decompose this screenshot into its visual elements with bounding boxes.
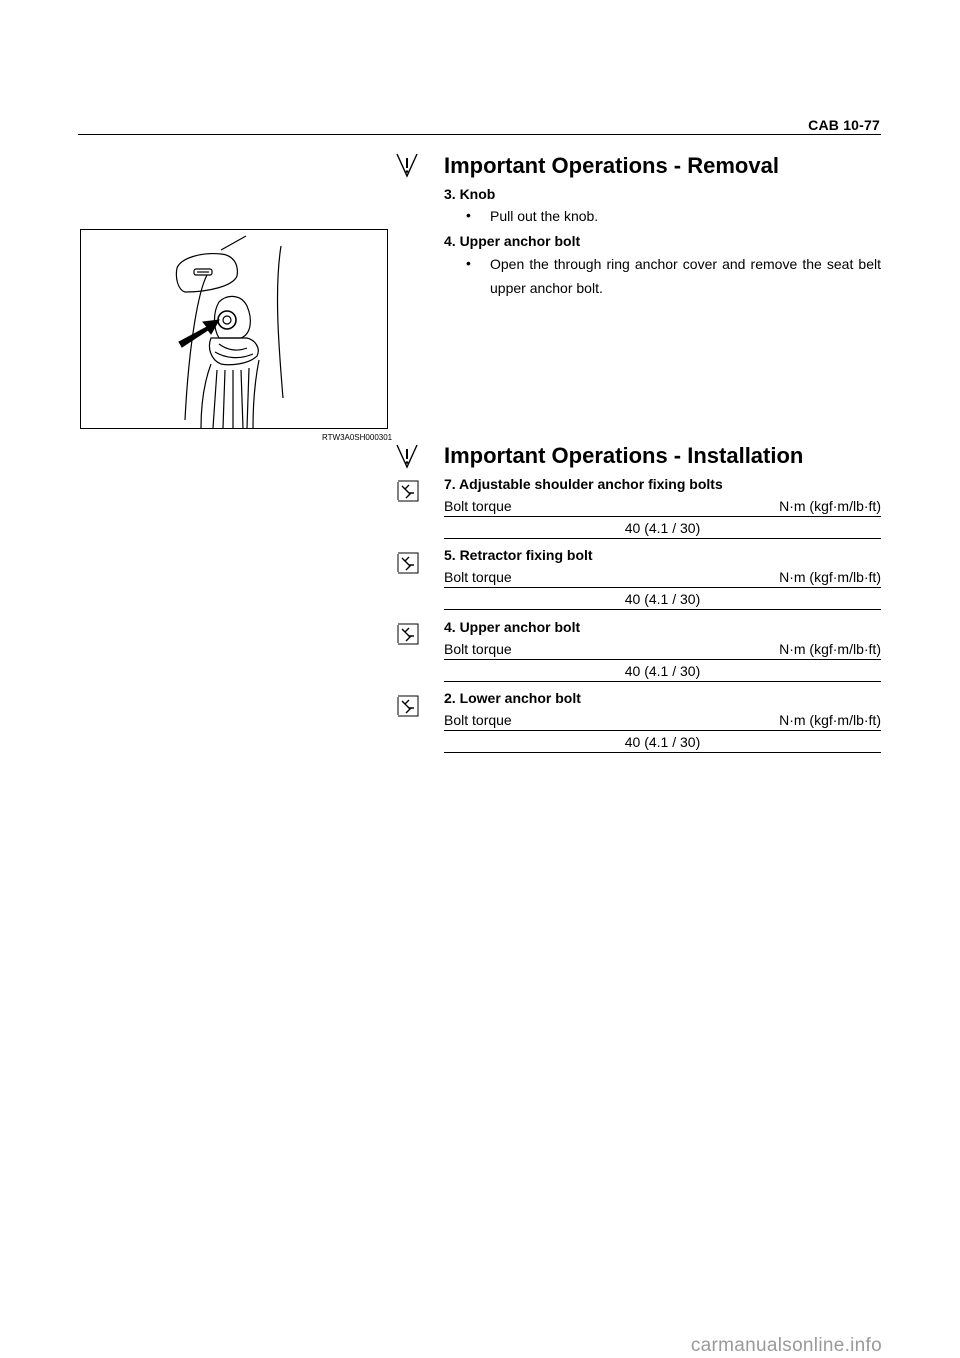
header-rule	[78, 134, 881, 135]
torque-divider	[444, 587, 881, 588]
torque-item-units: N·m (kgf·m/lb·ft)	[779, 641, 881, 657]
torque-divider	[444, 659, 881, 660]
torque-item-name: 7. Adjustable shoulder anchor fixing bolts	[444, 476, 723, 492]
removal-step-upper-anchor-bolt-bullet: Open the through ring anchor cover and remove the seat belt upper anchor bolt.	[490, 256, 881, 296]
removal-step-knob: 3. Knob	[444, 186, 496, 202]
installation-section-title: Important Operations - Installation	[444, 443, 804, 468]
torque-item-value: 40 (4.1 / 30)	[624, 663, 701, 679]
seatbelt-anchor-illustration	[80, 229, 388, 429]
torque-item-name: 5. Retractor fixing bolt	[444, 547, 593, 563]
torque-divider	[444, 681, 881, 682]
caution-icon	[396, 443, 418, 469]
torque-item-value: 40 (4.1 / 30)	[624, 591, 701, 607]
torque-divider	[444, 752, 881, 753]
bullet-dot: •	[466, 255, 471, 271]
torque-item-label: Bolt torque	[444, 569, 512, 585]
torque-item-label: Bolt torque	[444, 712, 512, 728]
torque-divider	[444, 516, 881, 517]
removal-step-upper-anchor-bolt: 4. Upper anchor bolt	[444, 233, 581, 249]
torque-divider	[444, 609, 881, 610]
torque-item-value: 40 (4.1 / 30)	[624, 520, 701, 536]
torque-item-units: N·m (kgf·m/lb·ft)	[779, 712, 881, 728]
torque-wrench-icon	[397, 695, 419, 717]
torque-item-label: Bolt torque	[444, 641, 512, 657]
removal-section-title: Important Operations - Removal	[444, 153, 779, 178]
figure-caption: RTW3A0SH000301	[322, 433, 393, 442]
torque-item-name: 2. Lower anchor bolt	[444, 690, 581, 706]
watermark-text: carmanualsonline.info	[690, 1335, 882, 1356]
page-header-title: CAB 10-77	[808, 117, 880, 133]
torque-item-name: 4. Upper anchor bolt	[444, 619, 581, 635]
removal-step-knob-bullet: Pull out the knob.	[490, 208, 599, 224]
torque-divider	[444, 538, 881, 539]
torque-divider	[444, 730, 881, 731]
torque-wrench-icon	[397, 480, 419, 502]
bullet-dot: •	[466, 207, 471, 223]
seatbelt-anchor-drawing	[81, 230, 387, 428]
torque-item-label: Bolt torque	[444, 498, 512, 514]
torque-wrench-icon	[397, 623, 419, 645]
pointer-arrow-icon	[179, 320, 219, 347]
caution-icon	[396, 152, 418, 178]
torque-item-units: N·m (kgf·m/lb·ft)	[779, 498, 881, 514]
torque-item-units: N·m (kgf·m/lb·ft)	[779, 569, 881, 585]
torque-item-value: 40 (4.1 / 30)	[624, 734, 701, 750]
torque-wrench-icon	[397, 552, 419, 574]
